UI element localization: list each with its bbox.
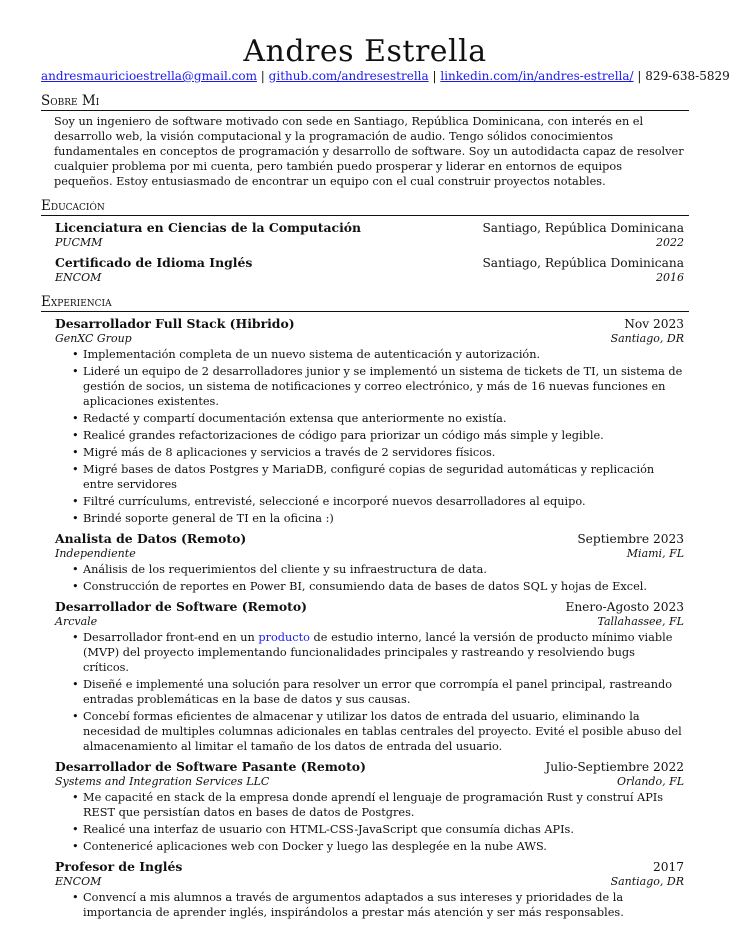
bullet-item: • Análisis de los requerimientos del cliente y su infraestructura de data.	[83, 562, 684, 577]
company-name: Independiente	[55, 547, 136, 560]
bullet-item: • Construcción de reportes en Power BI, consumiendo data de bases de datos SQL y hojas de Excel.	[83, 579, 684, 594]
product-link[interactable]: producto	[258, 631, 310, 644]
school-name: ENCOM	[55, 271, 102, 284]
job-date: Nov 2023	[624, 317, 684, 331]
company-name: Systems and Integration Services LLC	[55, 775, 270, 788]
education-entry	[55, 220, 684, 250]
experience-entry	[55, 531, 684, 594]
experience-entry	[55, 316, 684, 526]
contact-line	[41, 69, 730, 84]
bullet-item: • Lideré un equipo de 2 desarrolladores junior y se implementó un sistema de tickets de TI, un sistema de gestión de socios, un sistema de notificaciones y correo electrónico, y más de 16 nuevas funciones en aplicaciones existentes.	[83, 364, 684, 409]
education-location: Santiago, República Dominicana	[482, 221, 684, 235]
bullet-item: • Realicé grandes refactorizaciones de código para priorizar un código más simple y legible.	[83, 428, 684, 443]
job-bullets	[55, 890, 684, 920]
job-location: Miami, FL	[626, 547, 684, 560]
bullet-item: • Convencí a mis alumnos a través de argumentos adaptados a sus intereses y prioridades de la importancia de aprender inglés, inspirándolos a prestar más atención y ser más responsables.	[83, 890, 684, 920]
job-bullets	[55, 347, 684, 526]
bullet-item: • Concebí formas eficientes de almacenar y utilizar los datos de entrada del usuario, eliminando la necesidad de multiples columnas adicionales en tablas centrales del proyecto. Evité el posible abuso del almacenamiento al limitar el tamaño de los datos de entrada del usuario.	[83, 709, 684, 754]
section-title-education: Educación	[41, 198, 689, 216]
bullet-item: • Realicé una interfaz de usuario con HTML-CSS-JavaScript que consumía dichas APIs.	[83, 822, 684, 837]
job-location: Tallahassee, FL	[597, 615, 684, 628]
job-title: Desarrollador de Software (Remoto)	[55, 599, 307, 614]
bullet-item: • Brindé soporte general de TI en la oficina :)	[83, 511, 684, 526]
email-link[interactable]: andresmauricioestrella@gmail.com	[41, 69, 257, 83]
linkedin-link[interactable]: linkedin.com/in/andres-estrella/	[440, 69, 634, 83]
contact-separator: |	[260, 69, 265, 83]
job-bullets	[55, 630, 684, 754]
bullet-item	[83, 630, 684, 675]
bullet-item: • Filtré currículums, entrevisté, seleccioné e incorporé nuevos desarrolladores al equipo.	[83, 494, 684, 509]
bullet-item: • Implementación completa de un nuevo sistema de autenticación y autorización.	[83, 347, 684, 362]
job-location: Santiago, DR	[610, 875, 684, 888]
bullet-text: de estudio interno, lancé la versión de producto mínimo viable (MVP) del proyecto implementando funcionalidades principales y rastreando y resolviendo bugs críticos.	[83, 631, 673, 674]
section-title-about: Sobre Mi	[41, 93, 689, 111]
contact-separator: |	[432, 69, 437, 83]
bullet-item: • Migré bases de datos Postgres y MariaDB, configuré copias de seguridad automáticas y replicación entre servidores	[83, 462, 684, 492]
job-bullets	[55, 562, 684, 594]
phone-number: 829-638-5829	[645, 69, 730, 83]
company-name: ENCOM	[55, 875, 102, 888]
contact-separator: |	[637, 69, 642, 83]
bullet-item: • Me capacité en stack de la empresa donde aprendí el lenguaje de programación Rust y construí APIs REST que persistían datos en bases de datos de Postgres.	[83, 790, 684, 820]
degree-title: Certificado de Idioma Inglés	[55, 255, 253, 270]
degree-title: Licenciatura en Ciencias de la Computación	[55, 220, 362, 235]
bullet-item: • Migré más de 8 aplicaciones y servicios a través de 2 servidores físicos.	[83, 445, 684, 460]
bullet-item: • Redacté y compartí documentación extensa que anteriormente no existía.	[83, 411, 684, 426]
job-location: Orlando, FL	[616, 775, 684, 788]
job-bullets	[55, 790, 684, 854]
github-link[interactable]: github.com/andresestrella	[268, 69, 429, 83]
candidate-name: Andres Estrella	[243, 34, 487, 69]
job-date: Septiembre 2023	[577, 532, 684, 546]
resume-page	[41, 34, 730, 922]
school-name: PUCMM	[55, 236, 103, 249]
job-date: Enero-Agosto 2023	[565, 600, 684, 614]
job-title: Desarrollador de Software Pasante (Remoto)	[55, 759, 366, 774]
education-location: Santiago, República Dominicana	[482, 256, 684, 270]
experience-entry	[55, 599, 684, 754]
job-title: Profesor de Inglés	[55, 859, 183, 874]
job-location: Santiago, DR	[610, 332, 684, 345]
company-name: GenXC Group	[55, 332, 132, 345]
education-list	[55, 220, 684, 285]
bullet-item: • Contenericé aplicaciones web con Docker y luego las desplegée en la nube AWS.	[83, 839, 684, 854]
experience-entry	[55, 859, 684, 920]
education-date: 2016	[656, 271, 684, 284]
bullet-item: • Diseñé e implementé una solución para resolver un error que corrompía el panel principal, rastreando entradas problemáticas en la base de datos y sus causas.	[83, 677, 684, 707]
job-date: 2017	[652, 860, 684, 874]
job-date: Julio-Septiembre 2022	[545, 760, 684, 774]
bullet-text: Desarrollador front-end en un	[83, 631, 259, 644]
experience-list	[55, 316, 684, 920]
job-title: Analista de Datos (Remoto)	[55, 531, 247, 546]
job-title: Desarrollador Full Stack (Hibrido)	[55, 316, 295, 331]
about-text: Soy un ingeniero de software motivado con sede en Santiago, República Dominicana, con interés en el desarrollo web, la visión computacional y la programación de audio. Tengo sólidos conocimientos fundamentales en conceptos de programación y desarrollo de software. Soy un autodidacta capaz de resolver cualquier problema por mi cuenta, pero también puedo prosperar y liderar en entornos de equipos pequeños. Estoy entusiasmado de encontrar un equipo con el cual construir proyectos notables.	[54, 115, 684, 188]
company-name: Arcvale	[55, 615, 98, 628]
experience-entry	[55, 759, 684, 854]
section-title-experience: Experiencia	[41, 294, 689, 312]
education-entry	[55, 255, 684, 285]
education-date: 2022	[656, 236, 684, 249]
